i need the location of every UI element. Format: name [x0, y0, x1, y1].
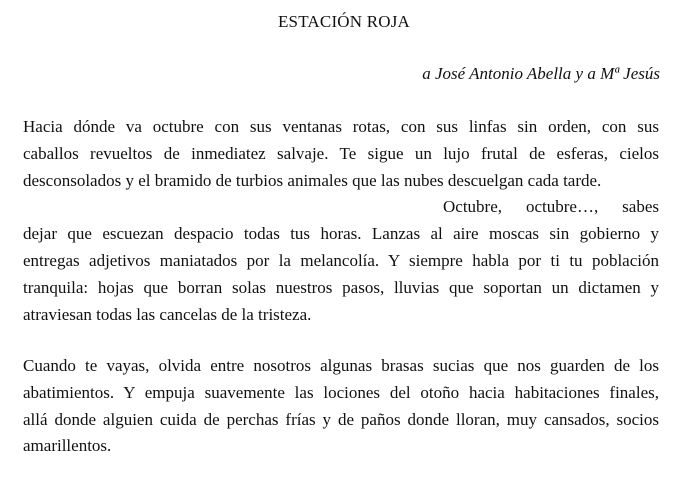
paragraph-line: Octubre, octubre…, sabes: [443, 197, 659, 217]
paragraph-line: entregas adjetivos maniatados por la melancolía. Y siempre habla por ti tu población: [23, 250, 659, 270]
paragraph-line: atraviesan todas las cancelas de la tristeza.: [23, 304, 312, 324]
paragraph-2: [23, 353, 659, 460]
paragraph-line: allá donde alguien cuida de perchas frías y de paños donde lloran, muy cansados, socios: [23, 409, 659, 429]
paragraph-line: tranquila: hojas que borran solas nuestros pasos, lluvias que soportan un dictamen y: [23, 277, 659, 297]
paragraph-line: abatimientos. Y empuja suavemente las lociones del otoño hacia habitaciones finales,: [23, 382, 659, 402]
paragraph-line: dejar que escuezan despacio todas tus horas. Lanzas al aire moscas sin gobierno y: [23, 224, 659, 244]
dedication: a José Antonio Abella y a Mª Jesús: [422, 64, 660, 83]
poem-title: ESTACIÓN ROJA: [277, 12, 411, 31]
paragraph-line: Hacia dónde va octubre con sus ventanas rotas, con sus linfas sin orden, con sus: [23, 117, 659, 136]
paragraph-line: caballos revueltos de inmediatez salvaje. Te sigue un lujo frutal de esferas, cielos: [23, 143, 659, 163]
paragraph-line: amarillentos.: [23, 436, 112, 456]
paragraph-line: Cuando te vayas, olvida entre nosotros algunas brasas sucias que nos guarden de los: [23, 356, 659, 375]
paragraph-line: desconsolados y el bramido de turbios animales que las nubes descuelgan cada tarde.: [23, 170, 602, 190]
paragraph-1: [23, 114, 659, 328]
